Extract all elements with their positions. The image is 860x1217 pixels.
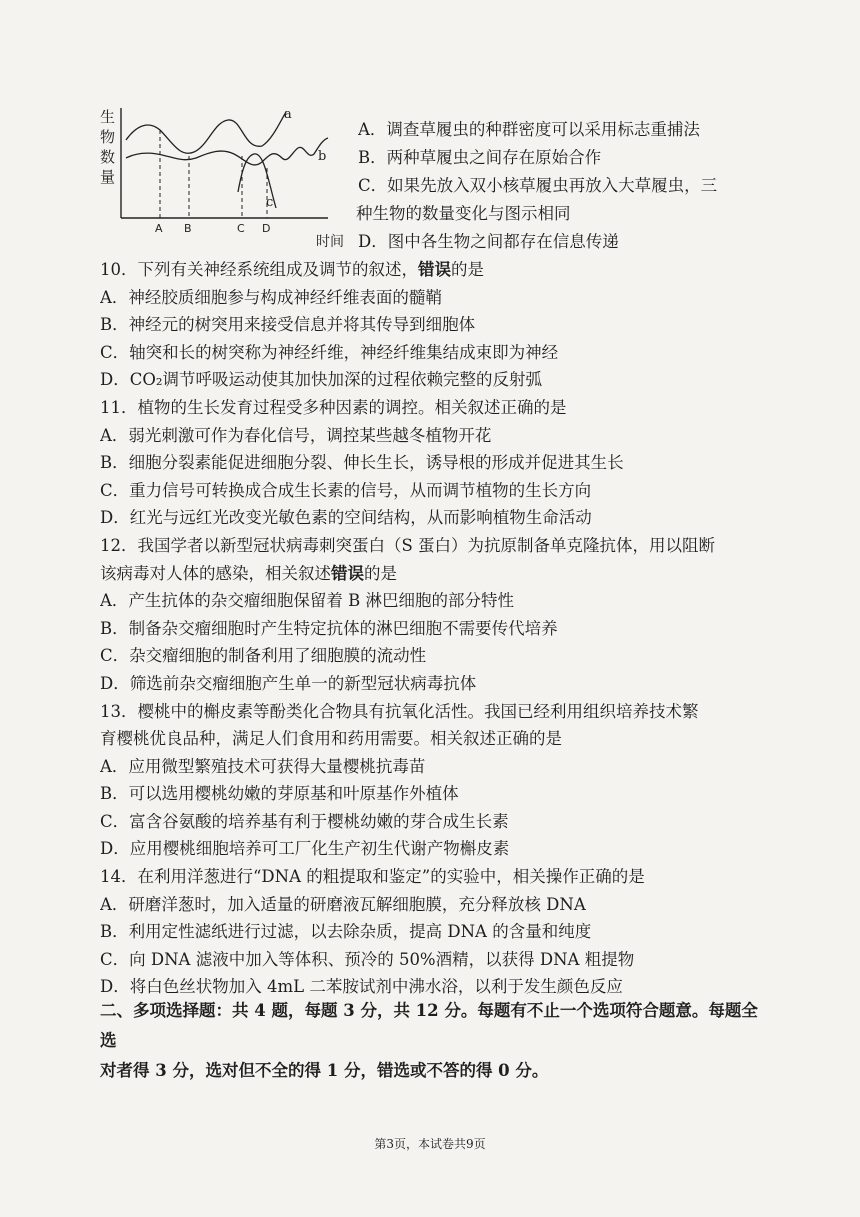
x-axis-label: 时间: [316, 234, 344, 250]
q9-option-c: C．如果先放入双小核草履虫再放入大草履虫，三: [358, 176, 718, 195]
option-c: C．重力信号可转换成合成生长素的信号，从而调节植物的生长方向: [100, 480, 592, 500]
question-10: [100, 256, 780, 394]
option-c: C．杂交瘤细胞的制备利用了细胞膜的流动性: [100, 646, 427, 666]
stem-text-end: 的是: [451, 260, 484, 279]
curve-label-c: c: [266, 195, 274, 210]
question-stem: [100, 256, 780, 284]
option-d: D．CO₂调节呼吸运动使其加快加深的过程依赖完整的反射弧: [100, 370, 542, 390]
curve-label-a: a: [284, 107, 292, 122]
stem-text: 该病毒对人体的感染，相关叙述: [100, 563, 331, 583]
question-stem: [100, 532, 780, 560]
stem-emphasis: 错误: [331, 563, 364, 583]
stem-text: 13．樱桃中的槲皮素等酚类化合物具有抗氧化活性。我国已经利用组织培养技术繁: [100, 701, 699, 721]
option-b: B．细胞分裂素能促进细胞分裂、伸长生长，诱导根的形成并促进其生长: [100, 453, 624, 473]
stem-text-end: 的是: [364, 563, 397, 583]
x-mark-D: D: [262, 222, 271, 235]
stem-text: 育樱桃优良品种，满足人们食用和药用需要。相关叙述正确的是: [100, 729, 562, 749]
y-axis-label: 生物数量: [100, 108, 116, 186]
option-c: C．轴突和长的树突称为神经纤维，神经纤维集结成束即为神经: [100, 342, 559, 362]
q9-option-b: B．两种草履虫之间存在原始合作: [358, 148, 602, 167]
curve-label-b: b: [318, 149, 327, 164]
question-stem: [100, 698, 780, 726]
stem-text: 14．在利用洋葱进行“DNA 的粗提取和鉴定”的实验中，相关操作正确的是: [100, 867, 645, 887]
question-stem-cont: [100, 560, 780, 588]
option-a: A．应用微型繁殖技术可获得大量樱桃抗毒苗: [100, 756, 426, 776]
option-a: A．产生抗体的杂交瘤细胞保留着 B 淋巴细胞的部分特性: [100, 591, 515, 611]
option-d: D．筛选前杂交瘤细胞产生单一的新型冠状病毒抗体: [100, 673, 477, 693]
option-b: B．制备杂交瘤细胞时产生特定抗体的淋巴细胞不需要传代培养: [100, 618, 558, 638]
question-12: [100, 532, 780, 698]
stem-text: 11．植物的生长发育过程受多种因素的调控。相关叙述正确的是: [100, 397, 567, 417]
question-stem-cont: [100, 725, 780, 753]
population-graph: [96, 100, 358, 252]
x-mark-B: B: [184, 222, 192, 235]
option-d: D．将白色丝状物加入 4mL 二苯胺试剂中沸水浴，以利于发生颜色反应: [100, 977, 623, 997]
page-footer: 第3页，本试卷共9页: [374, 1137, 486, 1151]
option-b: B．可以选用樱桃幼嫩的芽原基和叶原基作外植体: [100, 784, 459, 804]
curve-a: [126, 112, 286, 153]
stem-emphasis: 错误: [418, 260, 451, 279]
questions-block: [100, 256, 780, 1001]
option-a: A．研磨洋葱时，加入适量的研磨液瓦解细胞膜，充分释放核 DNA: [100, 894, 586, 914]
section-2-heading: [100, 996, 760, 1086]
q9-options: [358, 116, 778, 256]
question-stem: [100, 863, 780, 891]
question-14: [100, 863, 780, 1001]
option-b: B．神经元的树突用来接受信息并将其传导到细胞体: [100, 315, 476, 335]
q9-option-c-cont: 种生物的数量变化与图示相同: [356, 204, 571, 223]
option-b: B．利用定性滤纸进行过滤，以去除杂质，提高 DNA 的含量和纯度: [100, 922, 592, 942]
x-mark-C: C: [237, 222, 245, 235]
option-d: D．红光与远红光改变光敏色素的空间结构，从而影响植物生命活动: [100, 508, 592, 528]
option-a: A．弱光刺激可作为春化信号，调控某些越冬植物开花: [100, 425, 492, 445]
question-stem: [100, 394, 780, 422]
stem-text: 10．下列有关神经系统组成及调节的叙述，: [100, 260, 418, 279]
stem-text: 12．我国学者以新型冠状病毒刺突蛋白（S 蛋白）为抗原制备单克隆抗体，用以阻断: [100, 535, 716, 555]
question-11: [100, 394, 780, 532]
population-curve-figure: [96, 100, 358, 252]
q9-option-a: A．调查草履虫的种群密度可以采用标志重捕法: [358, 120, 700, 139]
section-2-line-2: 对者得 3 分，选对但不全的得 1 分，错选或不答的得 0 分。: [100, 1061, 549, 1080]
question-13: [100, 698, 780, 864]
option-a: A．神经胶质细胞参与构成神经纤维表面的髓鞘: [100, 287, 442, 307]
x-mark-A: A: [155, 222, 163, 235]
option-c: C．向 DNA 滤液中加入等体积、预冷的 50%酒精，以获得 DNA 粗提物: [100, 949, 635, 969]
curve-b: [126, 138, 328, 165]
section-2-line-1: 二、多项选择题：共 4 题，每题 3 分，共 12 分。每题有不止一个选项符合题意。每题全选: [100, 1001, 758, 1050]
q9-option-d: D．图中各生物之间都存在信息传递: [358, 232, 619, 251]
option-c: C．富含谷氨酸的培养基有利于樱桃幼嫩的芽合成生长素: [100, 811, 509, 831]
option-d: D．应用樱桃细胞培养可工厂化生产初生代谢产物槲皮素: [100, 839, 510, 859]
